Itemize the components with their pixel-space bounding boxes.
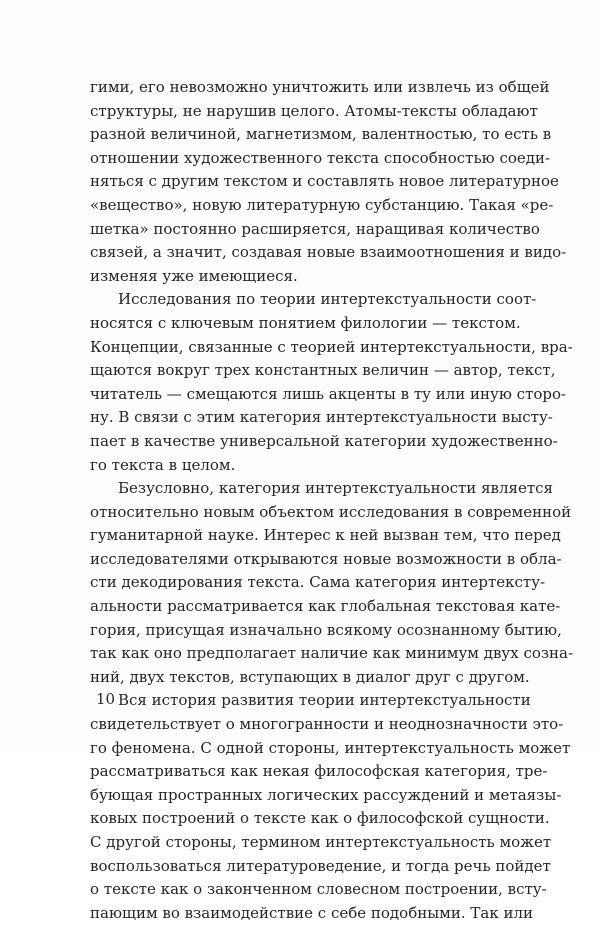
text-line: ний, двух текстов, вступающих в диалог друг с другом. (90, 667, 530, 686)
text-line: Исследования по теории интертекстуальности соот- (118, 290, 537, 309)
text-line: носятся с ключевым понятием филологии — текстом. (90, 313, 521, 332)
text-line: свидетельствует о многогранности и неоднозначности это- (90, 715, 564, 734)
text-line: С другой стороны, термином интертекстуальность может (90, 833, 552, 851)
text-line: щаются вокруг трех константных величин — автор, текст, (90, 361, 556, 380)
text-line: шетка» постоянно расширяется, наращивая количество (90, 219, 540, 238)
text-line: гуманитарной науке. Интерес к ней вызван тем, что перед (90, 526, 561, 545)
text-line: Вся история развития теории интертекстуальности (118, 691, 531, 710)
text-line: гими, его невозможно уничтожить или извлечь из общей (90, 78, 550, 96)
text-line: связей, а значит, создавая новые взаимоотношения и видо- (90, 243, 567, 262)
text-line: воспользоваться литературоведение, и тогда речь пойдет (90, 856, 551, 875)
text-line: так как оно предполагает наличие как минимум двух сознa- (90, 644, 574, 663)
text-line: пающим во взаимодействие с себе подобными. Так или (90, 903, 533, 922)
text-line: Концепции, связанные с теорией интертекстуальности, вра- (90, 337, 573, 356)
text-line: бующая пространных логических рассуждений и метаязы- (90, 785, 562, 804)
body-text (90, 76, 574, 925)
text-line: отношении художественного текста способностью соеди- (90, 148, 551, 167)
text-line: рассматриваться как некая философская категория, тре- (90, 762, 548, 781)
text-line: сти декодирования текста. Сама категория интертексту- (90, 573, 546, 592)
text-line: пает в качестве универсальной категории художественно- (90, 431, 558, 450)
text-line: альности рассматривается как глобальная текстовая кате- (90, 597, 561, 616)
text-line: структуры, не нарушив целого. Атомы-тексты обладают (90, 101, 538, 120)
text-line: разной величиной, магнетизмом, валентностью, то есть в (90, 125, 552, 144)
text-line: го текста в целом. (90, 455, 236, 474)
text-line: ковых построений о тексте как о философской сущности. (90, 809, 550, 828)
text-line: относительно новым объектом исследования в современной (90, 502, 572, 521)
text-line: ну. В связи с этим категория интертекстуальности высту- (90, 408, 553, 427)
page-number: 10 (96, 690, 116, 708)
text-line: о тексте как о законченном словесном построении, всту- (90, 880, 547, 899)
text-line: гория, присущая изначально всякому осознанному бытию, (90, 620, 562, 639)
text-line: исследователями открываются новые возможности в обла- (90, 549, 562, 568)
text-line: «вещество», новую литературную субстанцию. Такая «ре- (90, 195, 554, 214)
text-line: няться с другим текстом и составлять новое литературное (90, 172, 559, 191)
text-line: изменяя уже имеющиеся. (90, 266, 298, 285)
text-line: Безусловно, категория интертекстуальности является (118, 479, 554, 498)
text-line: читатель — смещаются лишь акценты в ту или иную сторо- (90, 384, 567, 403)
text-line: го феномена. С одной стороны, интертекстуальность может (90, 738, 571, 757)
